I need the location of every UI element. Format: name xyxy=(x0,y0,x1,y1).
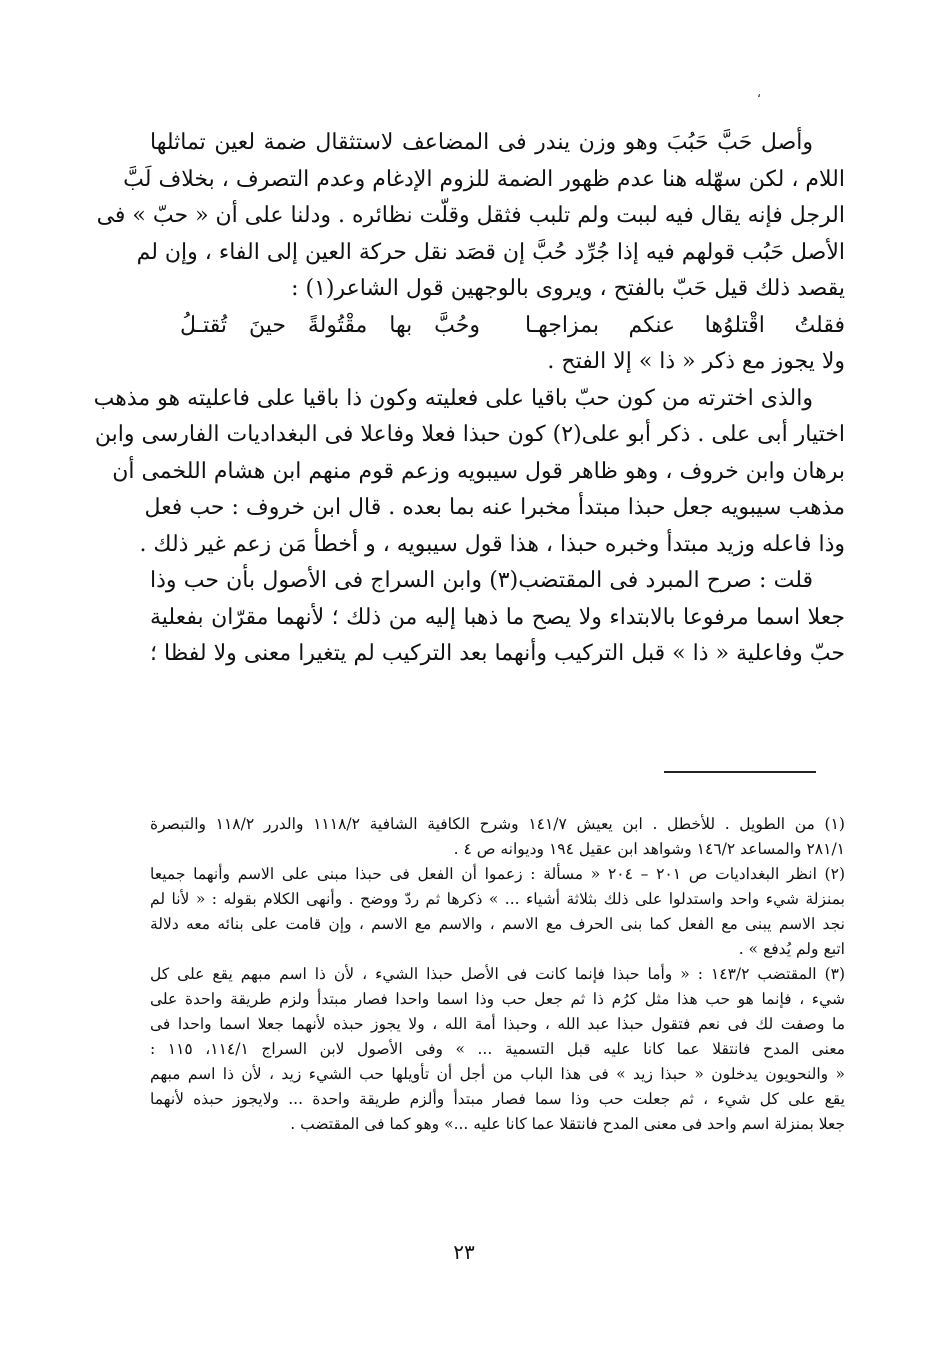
text-line: اللام ، لكن سهّله هنا عدم ظهور الضمة للزوم الإدغام وعدم التصرف ، بخلاف لَبَّ xyxy=(123,166,845,192)
footnote-line: (٢) انظر البغداديات ص ٢٠١ – ٢٠٤ « مسألة : زعموا أن الفعل فى حبذا مبنى على الاسم وأنهما جميعا xyxy=(150,865,845,883)
footnote-line: (١) من الطويل . للأخطل . ابن يعيش ١٤١/٧ وشرح الكافية الشافية ١١١٨/٢ والدرر ١١٨/٢ والتبصرة xyxy=(150,815,845,833)
footnote-line: « والنحويون يدخلون « حبذا زيد » فى هذا الباب من أجل أن تأويلها حب الشيء زيد ، لأن ذا اسم مبهم xyxy=(150,1065,845,1083)
footnote-line: يقع على كل شيء ، ثم جعلت حب وذا سما فصار مبتدأ وألزم طريقة واحدة ... ولايجوز حبذه لأنهما xyxy=(150,1090,845,1108)
footnote-line: نجد الاسم يبنى مع الفعل كما بنى الحرف مع الاسم ، والاسم مع الاسم ، وإن قامت على بنائه معه دلالة xyxy=(150,915,845,933)
footnote-line: جعلا بمنزلة اسم واحد فى معنى المدح فانتقلا عما كانا عليه ...» وهو كما فى المقتضب . xyxy=(290,1115,845,1133)
text-line: والذى اخترته من كون حبّ باقيا على فعليته وكون ذا باقيا على فاعليته هو مذهب xyxy=(93,385,813,411)
footnote-line: بمنزلة شيء واحد واستدلوا على ذلك بثلاثة أشياء ... » ذكرها ثم ردّ ووضح . وأنهى الكلام بقوله : « لأنا لم xyxy=(150,890,845,908)
text-line: قلت : صرح المبرد فى المقتضب(٣) وابن السراج فى الأصول بأن حب وذا xyxy=(150,568,814,593)
text-line: وأصل حَبَّ حَبُبَ وهو وزن يندر فى المضاعف لاستثقال ضمة لعين تماثلها xyxy=(150,130,813,155)
footnote-line: (٣) المقتضب ١٤٣/٢ : « وأما حبذا فإنما كانت فى الأصل حبذا الشيء ، لأن ذا اسم مبهم يقع على كل xyxy=(150,965,846,983)
text-line: برهان وابن خروف ، وهو ظاهر قول سيبويه وزعم قوم منهم ابن هشام اللخمى أن xyxy=(112,458,845,484)
footnote-line: ٢٨١/١ والمساعد ١٤٦/٢ وشواهد ابن عقيل ١٩٤ وديوانه ص ٤ . xyxy=(453,840,845,858)
footnote-line: ما وصفت لك فى نعم فتقول حبذا عبد الله ، وحبذا أمة الله ، ولا يجوز حبذه لأنهما جعلا اسما واحدا فى xyxy=(150,1015,845,1033)
text-line: حبّ وفاعلية « ذا » قبل التركيب وأنهما بعد التركيب لم يتغيرا معنى ولا لفظا ؛ xyxy=(150,641,845,666)
text-line: يقصد ذلك قيل حَبّ بالفتح ، ويروى بالوجهين قول الشاعر(١) : xyxy=(291,276,845,301)
footnote-line: شيء ، فإنما هو حب هذا مثل كرُم ذا ثم جعل حب وذا اسما واحدا فصار مبتدأ ولزم طريقة واحدة على xyxy=(150,990,845,1008)
text-line: اختيار أبى على . ذكر أبو على(٢) كون حبذا فعلا وفاعلا فى البغداديات الفارسى وابن xyxy=(94,422,845,447)
footnote-divider xyxy=(664,771,816,773)
verse-first-hemistich: فقلتُ اقْتلوُها عنكم بمزاجهـا xyxy=(525,312,845,338)
footnote-line: معنى المدح فانتقلا عما كانا عليه قبل التسمية ... » وفى الأصول لابن السراج ١١٤/١، ١١٥ : xyxy=(150,1040,845,1058)
text-line: الأصل حَبُب قولهم فيه إذا جُرِّد حُبَّ إن قصَد نقل حركة العين إلى الفاء ، وإن لم xyxy=(136,239,845,265)
corner-mark: ، xyxy=(757,86,761,100)
footnote-line: اتبع ولم يُدفع » . xyxy=(738,940,845,958)
text-line: ولا يجوز مع ذكر « ذا » إلا الفتح . xyxy=(547,349,845,374)
footnotes xyxy=(150,812,845,1137)
poetry-verse xyxy=(150,308,845,345)
text-line: الرجل فإنه يقال فيه لببت ولم تلبب فثقل وقلّت نظائره . ودلنا على أن « حبّ » فى xyxy=(96,203,845,228)
text-line: جعلا اسما مرفوعا بالابتداء ولا يصح ما ذهبا إليه من ذلك ؛ لأنهما مقرّان بفعلية xyxy=(150,604,845,630)
verse-second-hemistich: وحُبَّ بها مقْتُولةً حينَ تُقتـلُ xyxy=(180,312,480,338)
page-number: ٢٣ xyxy=(453,1240,475,1264)
text-line: مذهب سيبويه جعل حبذا مبتدأ مخبرا عنه بما بعده . قال ابن خروف : حب فعل xyxy=(144,495,845,520)
main-text xyxy=(93,125,845,673)
text-line: وذا فاعله وزيد مبتدأ وخبره حبذا ، هذا قول سيبويه ، و أخطأ مَن زعم غير ذلك . xyxy=(139,531,845,557)
